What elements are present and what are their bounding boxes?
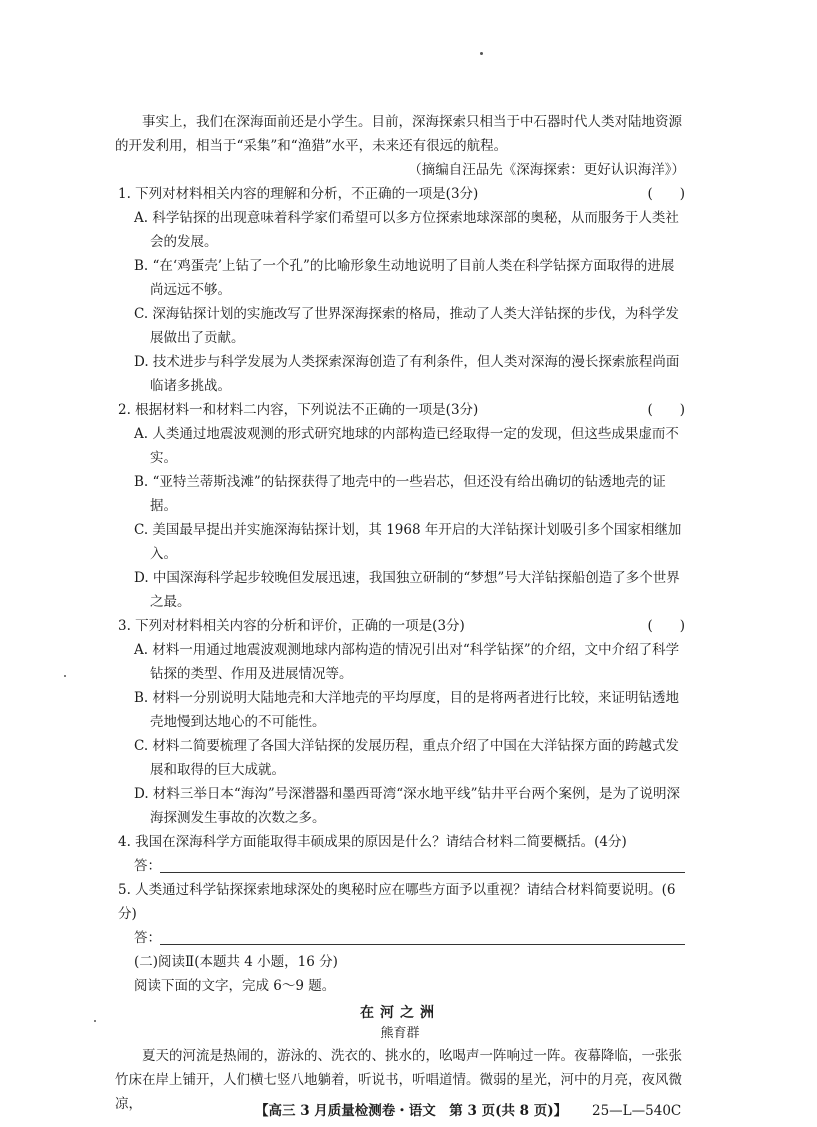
question-4: 4. 我国在深海科学方面能取得丰硕成果的原因是什么？请结合材料二简要概括。(4分) — [118, 834, 627, 850]
option-d: D. 技术进步与科学发展为人类探索深海创造了有利条件，但人类对深海的漫长探索旅程尚面临诸多挑战。 — [134, 354, 680, 394]
option-a: A. 人类通过地震波观测的形式研究地球的内部构造已经取得一定的发现，但这些成果虚而不实。 — [134, 426, 679, 466]
question-3 — [118, 614, 685, 638]
passage-title: 在河之洲 — [360, 1005, 440, 1021]
scan-speck — [480, 52, 483, 55]
answer-bracket: ( ) — [647, 186, 685, 202]
option-d: D. 材料三举日本“海沟”号深潜器和墨西哥湾“深水地平线”钻井平台两个案例，是为了说明深海探测发生事故的次数之多。 — [134, 786, 681, 826]
scan-speck — [64, 675, 66, 677]
answer-label: 答： — [134, 858, 161, 874]
question-1 — [118, 182, 685, 206]
section-instruction: 阅读下面的文字，完成 6～9 题。 — [134, 978, 336, 994]
option-c: C. 深海钻探计划的实施改写了世界深海探索的格局，推动了人类大洋钻探的步伐，为科学发展做出了贡献。 — [134, 306, 679, 346]
option-b: B. 材料一分别说明大陆地壳和大洋地壳的平均厚度，目的是将两者进行比较，来证明钻透地壳地慢到达地心的不可能性。 — [134, 690, 680, 730]
question-stem: 3. 下列对材料相关内容的分析和评价，正确的一项是(3分) — [118, 618, 465, 634]
option-c: C. 材料二简要梳理了各国大洋钻探的发展历程，重点介绍了中国在大洋钻探方面的跨越式发展和取得的巨大成就。 — [134, 738, 679, 778]
answer-bracket: ( ) — [647, 402, 685, 418]
answer-bracket: ( ) — [647, 618, 685, 634]
question-2 — [118, 398, 685, 422]
answer-area-5[interactable] — [134, 926, 685, 950]
question-stem: 1. 下列对材料相关内容的理解和分析，不正确的一项是(3分) — [118, 186, 479, 202]
footer-code: 25—L—540C — [592, 1103, 682, 1119]
question-5: 5. 人类通过科学钻探探索地球深处的奥秘时应在哪些方面予以重视？请结合材料简要说明。(6分) — [118, 882, 676, 922]
intro-paragraph: 事实上，我们在深海面前还是小学生。目前，深海探索只相当于中石器时代人类对陆地资源的开发利用，相当于“采集”和“渔猎”水平，未来还有很远的航程。 — [115, 114, 682, 154]
question-stem: 2. 根据材料一和材料二内容，下列说法不正确的一项是(3分) — [118, 402, 479, 418]
passage-paragraph: 夏天的河流是热闹的，游泳的、洗衣的、挑水的，吆喝声一阵响过一阵。夜幕降临，一张张竹床在岸上铺开，人们横七竖八地躺着，听说书，听唱道情。微弱的星光，河中的月亮，夜风微凉， — [115, 1048, 682, 1112]
option-a: A. 材料一用通过地震波观测地球内部构造的情况引出对“科学钻探”的介绍，文中介绍了科学钻探的类型、作用及进展情况等。 — [134, 642, 680, 682]
option-c: C. 美国最早提出并实施深海钻探计划，其 1968 年开启的大洋钻探计划吸引多个国家相继加入。 — [134, 522, 682, 562]
answer-line — [160, 944, 685, 945]
answer-label: 答： — [134, 930, 161, 946]
section-heading: (二)阅读Ⅱ(本题共 4 小题，16 分) — [134, 954, 338, 970]
scan-speck — [94, 1020, 96, 1022]
answer-line — [160, 872, 685, 873]
answer-area-4[interactable] — [134, 854, 685, 878]
passage-author: 熊育群 — [380, 1026, 420, 1041]
source-citation: （摘编自汪品先《深海探索：更好认识海洋》） — [408, 162, 685, 178]
option-d: D. 中国深海科学起步较晚但发展迅速，我国独立研制的“梦想”号大洋钻探船创造了多个世界之最。 — [134, 570, 680, 610]
option-a: A. 科学钻探的出现意味着科学家们希望可以多方位探索地球深部的奥秘，从而服务于人类社会的发展。 — [134, 210, 679, 250]
option-b: B. “亚特兰蒂斯浅滩”的钻探获得了地壳中的一些岩芯，但还没有给出确切的钻透地壳的证据。 — [134, 474, 666, 514]
footer-exam-info: 【高三 3 月质量检测卷・语文 第 3 页(共 8 页)】 — [255, 1103, 568, 1119]
option-b: B. “在‘鸡蛋壳’上钻了一个孔”的比喻形象生动地说明了目前人类在科学钻探方面取得的进展尚远远不够。 — [134, 258, 675, 298]
